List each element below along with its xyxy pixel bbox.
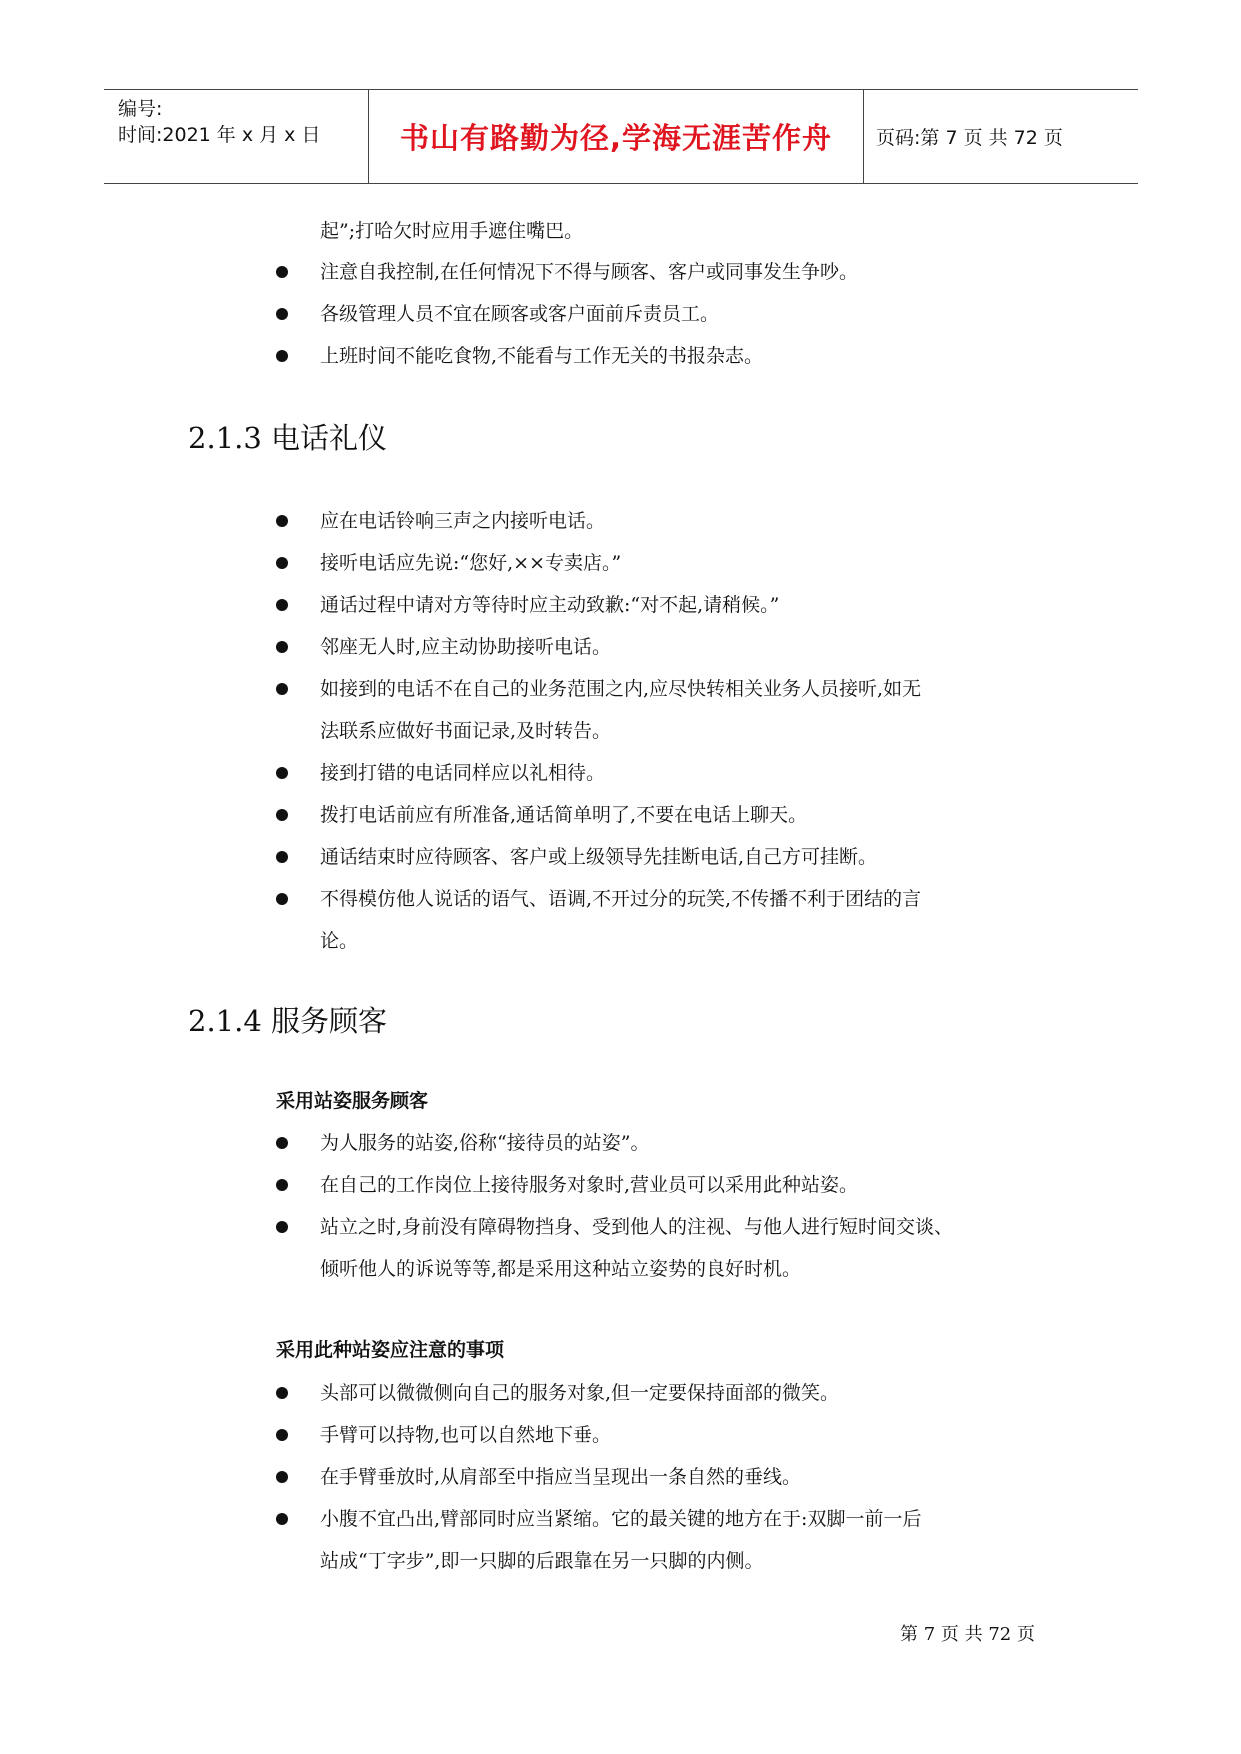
list-item: 站立之时,身前没有障碍物挡身、受到他人的注视、与他人进行短时间交谈、 bbox=[320, 1216, 954, 1238]
list-item: 拨打电话前应有所准备,通话简单明了,不要在电话上聊天。 bbox=[320, 804, 808, 826]
continuation-text: 起”;打哈欠时应用手遮住嘴巴。 bbox=[320, 220, 584, 242]
list-item: 邻座无人时,应主动协助接听电话。 bbox=[320, 636, 612, 658]
bullet-icon bbox=[276, 1179, 288, 1191]
bullet-icon bbox=[276, 809, 288, 821]
list-item-continuation: 倾听他人的诉说等等,都是采用这种站立姿势的良好时机。 bbox=[320, 1258, 802, 1280]
subheading-standing-notes: 采用此种站姿应注意的事项 bbox=[276, 1339, 505, 1361]
header-motto-cell bbox=[368, 90, 864, 183]
list-item: 为人服务的站姿,俗称“接待员的站姿”。 bbox=[320, 1132, 650, 1154]
list-item: 通话结束时应待顾客、客户或上级领导先挂断电话,自己方可挂断。 bbox=[320, 846, 878, 868]
subheading-standing-service: 采用站姿服务顾客 bbox=[276, 1090, 429, 1112]
bullet-icon bbox=[276, 1221, 288, 1233]
bullet-icon bbox=[276, 308, 288, 320]
list-item-continuation: 站成“丁字步”,即一只脚的后跟靠在另一只脚的内侧。 bbox=[320, 1550, 764, 1572]
bullet-icon bbox=[276, 599, 288, 611]
header-page-number: 页码:第 7 页 共 72 页 bbox=[876, 127, 1063, 149]
list-item: 各级管理人员不宜在顾客或客户面前斥责员工。 bbox=[320, 303, 720, 325]
bullet-icon bbox=[276, 515, 288, 527]
list-item: 应在电话铃响三声之内接听电话。 bbox=[320, 510, 606, 532]
document-number-label: 编号: bbox=[118, 98, 163, 120]
list-item: 小腹不宜凸出,臂部同时应当紧缩。它的最关键的地方在于:双脚一前一后 bbox=[320, 1508, 922, 1530]
page-footer: 第 7 页 共 72 页 bbox=[900, 1624, 1035, 1645]
list-item: 接到打错的电话同样应以礼相待。 bbox=[320, 762, 606, 784]
list-item: 手臂可以持物,也可以自然地下垂。 bbox=[320, 1424, 612, 1446]
section-heading-phone: 2.1.3 电话礼仪 bbox=[188, 421, 388, 455]
bullet-icon bbox=[276, 641, 288, 653]
bullet-icon bbox=[276, 1137, 288, 1149]
bullet-icon bbox=[276, 557, 288, 569]
list-item: 不得模仿他人说话的语气、语调,不开过分的玩笑,不传播不利于团结的言 bbox=[320, 888, 922, 910]
header-page-cell bbox=[864, 90, 1138, 183]
list-item: 接听电话应先说:“您好,××专卖店。” bbox=[320, 552, 622, 574]
header-left-cell bbox=[104, 90, 368, 183]
bullet-icon bbox=[276, 350, 288, 362]
list-item: 头部可以微微侧向自己的服务对象,但一定要保持面部的微笑。 bbox=[320, 1382, 840, 1404]
bullet-icon bbox=[276, 683, 288, 695]
list-item: 在自己的工作岗位上接待服务对象时,营业员可以采用此种站姿。 bbox=[320, 1174, 859, 1196]
bullet-icon bbox=[276, 266, 288, 278]
bullet-icon bbox=[276, 1471, 288, 1483]
bullet-icon bbox=[276, 1387, 288, 1399]
section-heading-service: 2.1.4 服务顾客 bbox=[188, 1004, 388, 1038]
bullet-icon bbox=[276, 767, 288, 779]
list-item: 在手臂垂放时,从肩部至中指应当呈现出一条自然的垂线。 bbox=[320, 1466, 802, 1488]
page-header bbox=[104, 89, 1138, 184]
document-time-label: 时间:2021 年 x 月 x 日 bbox=[118, 124, 321, 146]
bullet-icon bbox=[276, 893, 288, 905]
list-item-continuation: 论。 bbox=[320, 930, 359, 952]
list-item: 上班时间不能吃食物,不能看与工作无关的书报杂志。 bbox=[320, 345, 764, 367]
list-item-continuation: 法联系应做好书面记录,及时转告。 bbox=[320, 720, 612, 742]
list-item: 注意自我控制,在任何情况下不得与顾客、客户或同事发生争吵。 bbox=[320, 261, 859, 283]
bullet-icon bbox=[276, 1429, 288, 1441]
bullet-icon bbox=[276, 1513, 288, 1525]
list-item: 如接到的电话不在自己的业务范围之内,应尽快转相关业务人员接听,如无 bbox=[320, 678, 922, 700]
list-item: 通话过程中请对方等待时应主动致歉:“对不起,请稍候。” bbox=[320, 594, 780, 616]
bullet-icon bbox=[276, 851, 288, 863]
motto-text: 书山有路勤为径,学海无涯苦作舟 bbox=[399, 121, 833, 155]
